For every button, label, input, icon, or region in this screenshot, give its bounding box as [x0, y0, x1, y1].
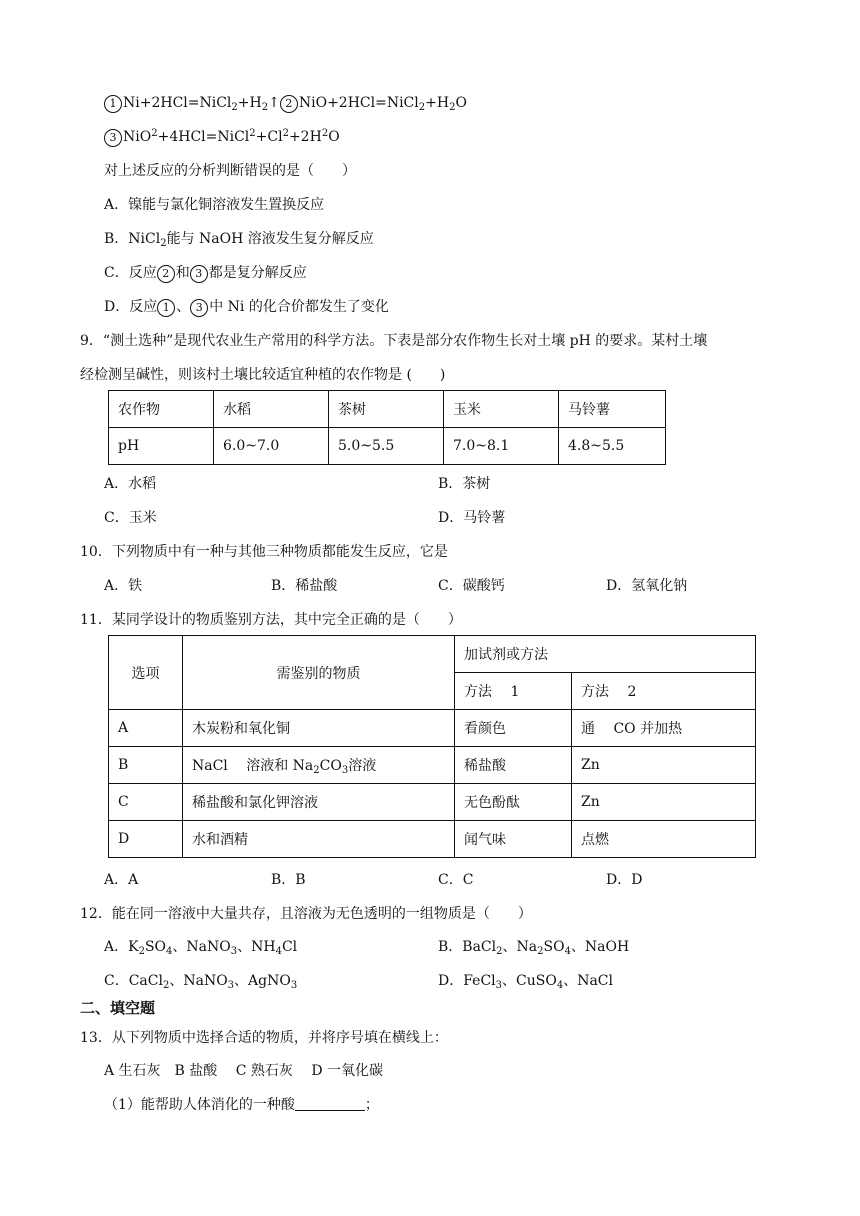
q8-option-a: A．镍能与氯化铜溶液发生置换反应: [104, 197, 325, 213]
q12-option-a: A．$K_2SO_4$、NaNO$_3$、$NH_4Cl$: [104, 939, 298, 957]
q10-option-c: C．碳酸钙: [438, 578, 505, 594]
ph-table: [108, 390, 666, 465]
q12-text: 12．能在同一溶液中大量共存，且溶液为无色透明的一组物质是（ ）: [80, 906, 532, 922]
q13-text: 13．从下列物质中选择合适的物质，并将序号填在横线上：: [80, 1030, 448, 1046]
q8-prompt: 对上述反应的分析判断错误的是（ ）: [104, 163, 356, 179]
q9-option-d: D．马铃薯: [438, 510, 506, 526]
table-row: 选项 需鉴别的物质 加试剂或方法: [109, 636, 756, 673]
table-row: 方法 1 方法 2: [109, 673, 756, 710]
table-row: 农作物 水稻 茶树 玉米 马铃薯: [109, 391, 666, 428]
section-heading: 二、填空题: [80, 999, 156, 1017]
q11-option-d: D．D: [606, 872, 643, 888]
q11-option-c: C．C: [438, 872, 474, 888]
circled-number-2: 2: [280, 95, 298, 113]
table-row: B NaCl 溶液和 $Na_2CO_3$溶液 稀盐酸 Zn: [109, 747, 756, 784]
q9-option-c: C．玉米: [104, 510, 157, 526]
q8-option-d: D．反应 1 、 3 中 Ni 的化合价都发生了变化: [104, 299, 389, 315]
q10-option-d: D．氢氧化钠: [606, 578, 688, 594]
table-row: C 稀盐酸和氯化钾溶液 无色酚酞 Zn: [109, 784, 756, 821]
q11-option-b: B．B: [271, 872, 306, 888]
table-row: pH 6.0~7.0 5.0~5.5 7.0~8.1 4.8~5.5: [109, 428, 666, 465]
circled-number-3: 3: [190, 265, 208, 283]
table-row: A 木炭粉和氧化铜 看颜色 通 CO 并加热: [109, 710, 756, 747]
q13-sub-question-1: （1）能帮助人体消化的一种酸 ；: [104, 1097, 379, 1113]
q12-option-b: B．BaCl$_2$、$Na_2SO_4$、NaOH: [438, 939, 630, 957]
circled-number-3: 3: [104, 129, 122, 147]
answer-blank[interactable]: [295, 1096, 365, 1111]
identification-table: [108, 635, 756, 858]
q13-choices: A 生石灰 B 盐酸 C 熟石灰 D 一氧化碳: [104, 1063, 384, 1079]
table-row: D 水和酒精 闻气味 点燃: [109, 821, 756, 858]
q10-text: 10．下列物质中有一种与其他三种物质都能发生反应，它是: [80, 544, 448, 560]
circled-number-3: 3: [190, 299, 208, 317]
q11-option-a: A．A: [104, 872, 139, 888]
q8-option-b: B．NiCl$_2$能与 NaOH 溶液发生复分解反应: [104, 231, 374, 249]
q9-option-a: A．水稻: [104, 476, 157, 492]
q11-text: 11．某同学设计的物质鉴别方法，其中完全正确的是（ ）: [80, 612, 462, 628]
q12-option-d: D．FeCl$_3$、CuSO$_4$、NaCl: [438, 973, 613, 991]
q9-text-line-1: 9．“测土选种”是现代农业生产常用的科学方法。下表是部分农作物生长对土壤 pH 的要求。某村土壤: [80, 333, 708, 349]
reaction-line-3: 3 $NiO^2+4HCl=NiCl^2+Cl^2+2H^2O$: [104, 127, 340, 147]
circled-number-1: 1: [104, 95, 122, 113]
q10-option-a: A．铁: [104, 578, 143, 594]
circled-number-2: 2: [157, 265, 175, 283]
q10-option-b: B．稀盐酸: [271, 578, 338, 594]
q9-text-line-2: 经检测呈碱性，则该村土壤比较适宜种植的农作物是 ( ): [80, 367, 446, 383]
reaction-line-1-2: 1 $Ni+2HCl=NiCl_2+H_2↑$ 2 $NiO+2HCl=NiCl_2+H_2O$: [104, 93, 467, 113]
q8-option-c: C．反应 2 和 3 都是复分解反应: [104, 265, 307, 281]
q9-option-b: B．茶树: [438, 476, 491, 492]
circled-number-1: 1: [157, 299, 175, 317]
q12-option-c: C．CaCl$_2$、NaNO$_3$、AgNO$_3$: [104, 973, 298, 991]
